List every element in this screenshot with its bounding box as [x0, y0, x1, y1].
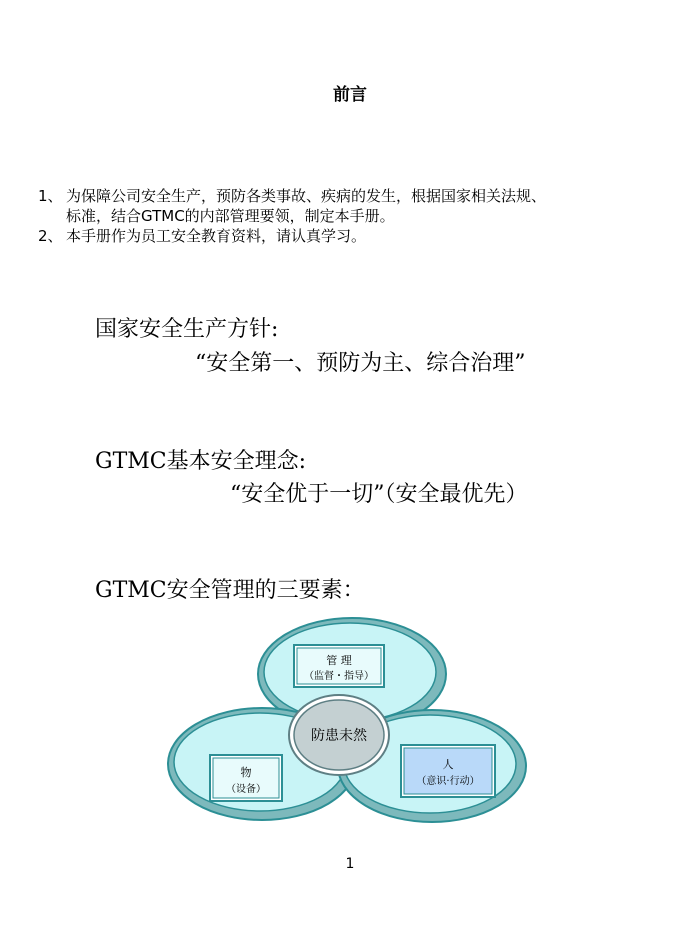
intro-item	[38, 226, 678, 246]
left-element-subtitle: （设备）	[226, 784, 266, 795]
center-label: 防患未然	[311, 728, 367, 744]
intro-item-line: 标准，结合GTMC的内部管理要领，制定本手册。	[66, 207, 395, 225]
national-policy-heading: 国家安全生产方针:	[95, 317, 279, 342]
top-element-title: 管 理	[326, 654, 352, 667]
gtmc-concept-heading: GTMC基本安全理念:	[95, 449, 307, 474]
page-title: 前言	[333, 85, 367, 105]
intro-item-number: 2、	[38, 227, 63, 245]
intro-item	[38, 186, 678, 226]
three-elements-heading: GTMC安全管理的三要素：	[95, 578, 365, 603]
national-policy-motto: “安全第一、预防为主、综合治理”	[195, 351, 526, 376]
left-element-box	[210, 755, 282, 801]
gtmc-concept-motto: “安全优于一切”（安全最优先）	[230, 482, 528, 507]
intro-item-line: 本手册作为员工安全教育资料，请认真学习。	[66, 227, 367, 245]
right-element-box	[401, 745, 495, 797]
intro-item-number: 1、	[38, 187, 63, 205]
top-element-subtitle: （监督・指导）	[304, 671, 374, 682]
intro-item-line: 为保障公司安全生产，预防各类事故、疾病的发生，根据国家相关法规、	[66, 187, 547, 205]
center-circle	[289, 695, 389, 775]
intro-list	[38, 186, 678, 246]
right-element-subtitle: （意识·行动）	[416, 776, 480, 787]
page-number: 1	[345, 856, 355, 872]
right-element-title: 人	[442, 758, 454, 771]
top-element-box	[294, 645, 384, 687]
three-elements-diagram	[160, 612, 540, 842]
left-element-title: 物	[240, 766, 252, 779]
